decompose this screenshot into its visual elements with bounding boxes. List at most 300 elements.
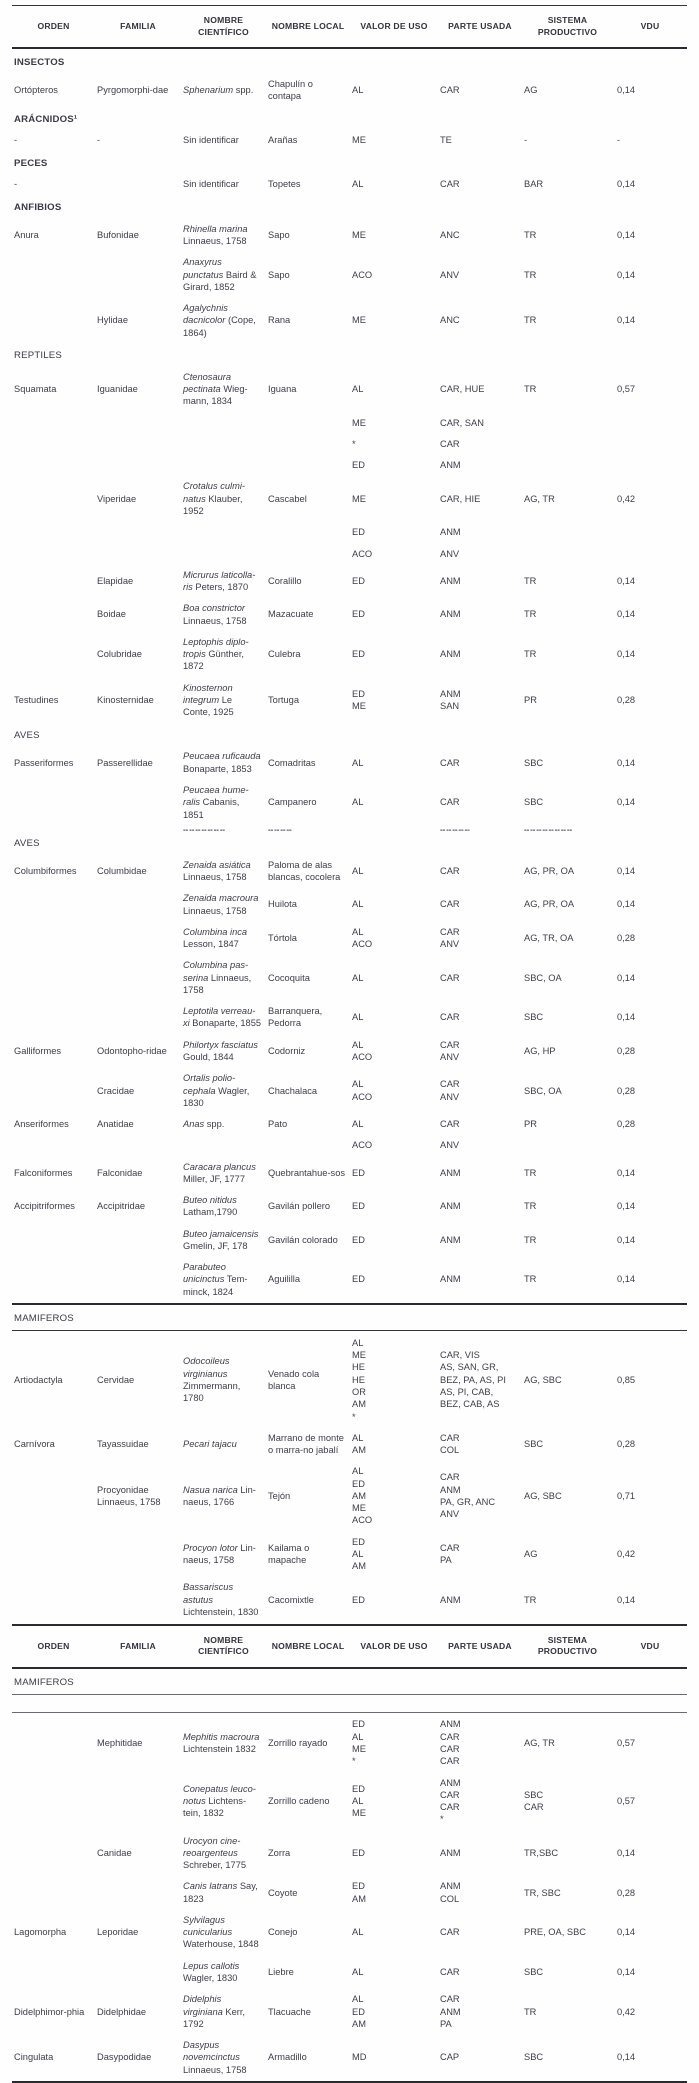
- table-rule: [12, 47, 687, 49]
- cell-line: AM: [352, 1561, 366, 1572]
- cell-orden: Falconiformes: [14, 1167, 73, 1178]
- cell-line: ANM: [440, 1167, 461, 1178]
- cell-line: AL: [352, 1994, 364, 2005]
- scientific-name: Odocoileus virginianus: [183, 1356, 230, 1379]
- cell-line: ED: [352, 575, 365, 586]
- cell-sistema: [522, 1887, 613, 1899]
- cell-line: AL: [352, 972, 364, 983]
- cell-sistema: [522, 575, 613, 587]
- cell-vdu: 0,14: [617, 229, 636, 240]
- cell-line: COL: [440, 1893, 460, 1904]
- cell-line: PA: [440, 1555, 452, 1566]
- cell-local: Tlacuache: [268, 2006, 311, 2017]
- cell-line: BAR: [524, 179, 544, 190]
- cell-vdu: 0,28: [617, 1438, 636, 1449]
- cell-line: CAR: [440, 84, 460, 95]
- cell-line: ANM: [440, 1484, 461, 1495]
- header-row: [12, 7, 687, 46]
- cell-local: Mazacuate: [268, 609, 314, 620]
- cell-line: CAR: [440, 1472, 460, 1483]
- cell-line: ACO: [352, 939, 373, 950]
- scientific-name: Peucaea hume-ralis: [183, 784, 249, 808]
- cell-parte: [438, 1880, 522, 1905]
- cell-sci: Bassariscus astutus Lichtenstein, 1830: [183, 1582, 259, 1617]
- cell-line: AM: [352, 2018, 366, 2029]
- cell-parte: [438, 972, 522, 984]
- cell-parte: [438, 1718, 522, 1767]
- cell-sci: Agalychnis dacnicolor (Cope, 1864): [183, 303, 256, 338]
- cell-parte: [438, 688, 522, 713]
- cell-parte: [438, 134, 522, 146]
- cell-local: Sapo: [268, 229, 290, 240]
- cell-valor: [350, 1465, 438, 1526]
- cell-orden: Columbiformes: [14, 865, 77, 876]
- cell-line: CAR: [440, 926, 460, 937]
- column-header-sistema: SISTEMA PRODUCTIVO: [537, 1634, 598, 1657]
- cell-valor: [350, 1432, 438, 1457]
- cell-valor: [350, 575, 438, 587]
- cell-parte: [438, 493, 522, 505]
- cell-line: ED: [352, 1201, 365, 1212]
- cell-parte: [438, 438, 522, 450]
- cell-local: Cascabel: [268, 493, 307, 504]
- cell-line: AL: [352, 1337, 364, 1348]
- cell-parte: [438, 1966, 522, 1978]
- cell-sci: Sphenarium spp.: [183, 84, 254, 95]
- cell-vdu: 0,57: [617, 1737, 636, 1748]
- cell-familia: Procyonidae Linnaeus, 1758: [97, 1484, 161, 1507]
- cell-line: AL: [352, 757, 364, 768]
- cell-line: AG, PR, OA: [524, 865, 575, 876]
- cell-line: ANM: [440, 649, 461, 660]
- scientific-name: Ortalis polio-cephala: [183, 1073, 236, 1096]
- table-row: [12, 1461, 687, 1531]
- cell-line: ED: [352, 1478, 365, 1489]
- cell-line: ME: [352, 1503, 366, 1514]
- cell-line: AL: [352, 1548, 364, 1559]
- scientific-name: Lepus callotis: [183, 1960, 240, 1971]
- table-rule: [12, 1712, 687, 1713]
- cell-line: ANV: [440, 1140, 460, 1151]
- header-row: [12, 1627, 687, 1666]
- cell-sistema: [522, 1847, 613, 1859]
- cell-valor: [350, 1536, 438, 1573]
- cell-line: SBC: [524, 757, 544, 768]
- cell-line: SBC: [524, 1966, 544, 1977]
- cell-vdu: 0,14: [617, 972, 636, 983]
- cell-local: Venado cola blanca: [268, 1368, 320, 1391]
- cell-familia: Anatidae: [97, 1119, 134, 1130]
- cell-local: Kailama o mapache: [268, 1542, 310, 1566]
- table-row: [12, 522, 687, 543]
- cell-orden: Galliformes: [14, 1045, 62, 1056]
- cell-line: AG, SBC: [524, 1490, 562, 1501]
- cell-valor: [350, 134, 438, 146]
- cell-local: Aguililla: [268, 1274, 301, 1285]
- cell-valor: [350, 2051, 438, 2063]
- cell-valor: [350, 493, 438, 505]
- cell-sistema: [522, 1966, 613, 1978]
- cell-sistema: [522, 932, 613, 944]
- cell-line: ANM: [440, 1594, 461, 1605]
- cell-line: ANV: [440, 939, 460, 950]
- cell-vdu: 0,14: [617, 1966, 636, 1977]
- cell-line: ME: [352, 315, 366, 326]
- cell-parte: [438, 1200, 522, 1212]
- table-row: [12, 1427, 687, 1461]
- cell-familia: Leporidae: [97, 1927, 139, 1938]
- table-row: [12, 1190, 687, 1224]
- cell-line: SBC: [524, 1789, 544, 1800]
- scientific-name: Crotalus culmi-natus: [183, 481, 245, 504]
- scientific-name: Buteo jamaicensis: [183, 1228, 259, 1239]
- table-row: [12, 631, 687, 677]
- cell-line: AG, TR, OA: [524, 932, 574, 943]
- cell-sci: Sin identificar: [183, 179, 239, 190]
- cell-line: AL: [352, 384, 364, 395]
- cell-local: Zorrillo rayado: [268, 1737, 328, 1748]
- cell-line: ED: [352, 1594, 365, 1605]
- cell-parte: [438, 1039, 522, 1064]
- cell-valor: [350, 1880, 438, 1905]
- cell-familia: Accipitridae: [97, 1201, 146, 1212]
- scientific-name: Bassariscus astutus: [183, 1582, 234, 1605]
- cell-line: AM: [352, 1893, 366, 1904]
- cell-orden: Didelphimor-phia: [14, 2006, 85, 2017]
- table-row: [12, 1989, 687, 2035]
- cell-vdu: 0,14: [617, 797, 636, 808]
- cell-valor: [350, 1078, 438, 1103]
- table-row: [12, 955, 687, 1001]
- cell-line: TR: [524, 609, 537, 620]
- cell-line: ME: [352, 229, 366, 240]
- scientific-name: Micrurus laticolla-ris: [183, 569, 256, 593]
- cell-vdu: 0,14: [617, 899, 636, 910]
- scientific-name: Nasua narica: [183, 1484, 238, 1495]
- table-row: [12, 1034, 687, 1068]
- cell-vdu: 0,42: [617, 493, 636, 504]
- table-row: [12, 1135, 687, 1156]
- cell-orden: Anseriformes: [14, 1119, 69, 1130]
- cell-sistema: [522, 1085, 613, 1097]
- cell-local: Zorra: [268, 1847, 291, 1858]
- cell-line: TE: [440, 135, 452, 146]
- cell-line: ANM: [440, 1777, 461, 1788]
- scientific-name: Sylvilagus cunicularius: [183, 1914, 233, 1938]
- cell-vdu: 0,28: [617, 1887, 636, 1898]
- cell-parte: [438, 1167, 522, 1179]
- cell-sistema: [522, 1118, 613, 1130]
- cell-familia: Cracidae: [97, 1085, 135, 1096]
- cell-valor: [350, 178, 438, 190]
- section-label: INSECTOS: [14, 57, 65, 69]
- cell-vdu: 0,14: [617, 179, 636, 190]
- cell-valor: [350, 1273, 438, 1285]
- cell-parte: [438, 608, 522, 620]
- cell-line: TR: [524, 1594, 537, 1605]
- cell-line: CAR: [440, 1743, 460, 1754]
- cell-valor: [350, 383, 438, 395]
- cell-vdu: 0,14: [617, 1234, 636, 1245]
- cell-valor: [350, 1926, 438, 1938]
- cell-line: AL: [352, 1966, 364, 1977]
- cell-vdu: 0,28: [617, 1085, 636, 1096]
- cell-line: ED: [352, 1847, 365, 1858]
- scientific-name: Leptotila verreau-xi: [183, 1006, 256, 1029]
- cell-sistema: [522, 608, 613, 620]
- scientific-name: Parabuteo unicinctus: [183, 1262, 226, 1285]
- cell-line: TR,SBC: [524, 1847, 559, 1858]
- cell-vdu: 0,28: [617, 1119, 636, 1130]
- cell-sci: Kinosternon integrum Le Conte, 1925: [183, 682, 234, 718]
- cell-sistema: [522, 1737, 613, 1749]
- cell-parte: [438, 1234, 522, 1246]
- cell-line: CAR: [440, 757, 460, 768]
- cell-line: ME: [352, 1350, 366, 1361]
- cell-sci: Mephitis macroura Lichtenstein 1832: [183, 1731, 260, 1754]
- cell-vdu: 0,28: [617, 932, 636, 943]
- cell-parte: [438, 1139, 522, 1151]
- table-row: [12, 1114, 687, 1135]
- cell-local: Rana: [268, 315, 291, 326]
- cell-line: CAR: [440, 1731, 460, 1742]
- cell-local: Pato: [268, 1119, 288, 1130]
- cell-parte: [438, 926, 522, 951]
- cell-parte: [438, 1349, 522, 1410]
- cell-sci: Canis latrans Say, 1823: [183, 1881, 258, 1904]
- cell-valor: [350, 648, 438, 660]
- cell-line: MD: [352, 2052, 367, 2063]
- cell-sci: Columbina pas-serina Linnaeus, 1758: [183, 960, 252, 995]
- cell-local: Arañas: [268, 135, 298, 146]
- cell-line: CAR: [440, 797, 460, 808]
- cell-line: ED: [352, 1274, 365, 1285]
- cell-line: PA, GR, ANC: [440, 1497, 496, 1507]
- cell-line: ANV: [440, 1509, 460, 1520]
- cell-sistema: [522, 1011, 613, 1023]
- cell-line: ANV: [440, 1051, 460, 1062]
- cell-local: Cocoquita: [268, 972, 310, 983]
- cell-sistema: [522, 865, 613, 877]
- scientific-name: Agalychnis dacnicolor: [183, 303, 228, 326]
- cell-line: ED: [352, 609, 365, 620]
- cell-line: AG, HP: [524, 1045, 556, 1056]
- cell-line: SBC: [524, 1012, 544, 1023]
- cell-line: CAR: [440, 1789, 460, 1800]
- scientific-name: Didelphis virginiana: [183, 1994, 223, 2017]
- cell-line: AG, SBC: [524, 1374, 562, 1385]
- cell-line: ED: [352, 688, 365, 699]
- cell-valor: [350, 1200, 438, 1212]
- cell-line: ANM: [440, 688, 461, 699]
- cell-sci: Odocoileus virginianus Zimmermann, 1780: [183, 1356, 241, 1404]
- cell-line: SAN: [440, 701, 460, 712]
- cell-line: CAR: [440, 1802, 460, 1813]
- cell-sci: Peucaea hume-ralis Cabanis, 1851: [183, 784, 249, 820]
- cell-valor: [350, 526, 438, 538]
- cell-line: *: [352, 438, 356, 449]
- cell-vdu: 0,14: [617, 757, 636, 768]
- cell-sci: Columbina inca Lesson, 1847: [183, 926, 248, 950]
- cell-valor: [350, 865, 438, 877]
- cell-line: BEZ, CAB, AS: [440, 1399, 500, 1410]
- cell-parte: [438, 84, 522, 96]
- cell-familia: Hylidae: [97, 315, 129, 326]
- cell-line: ME: [352, 417, 366, 428]
- cell-sistema: [522, 1273, 613, 1285]
- column-header-valor: VALOR DE USO: [360, 20, 428, 31]
- cell-line: ED: [352, 527, 365, 538]
- cell-vdu: 0,14: [617, 649, 636, 660]
- cell-vdu: 0,14: [617, 1927, 636, 1938]
- cell-line: AL: [352, 1466, 364, 1477]
- cell-vdu: 0,14: [617, 269, 636, 280]
- cell-parte: [438, 1993, 522, 2030]
- cell-sistema: [522, 1234, 613, 1246]
- cell-vdu: 0,14: [617, 1167, 636, 1178]
- scientific-name: Conepatus leuco-notus: [183, 1783, 256, 1806]
- cell-local: Barranquera, Pedorra: [268, 1006, 323, 1029]
- scientific-name: Urocyon cine-reoargenteus: [183, 1835, 241, 1858]
- cell-line: TR: [524, 1167, 537, 1178]
- table-row: [12, 1001, 687, 1035]
- cell-line: ANM: [440, 527, 461, 538]
- cell-parte: [438, 1594, 522, 1606]
- cell-orden: -: [14, 135, 18, 146]
- cell-line: CAR: [440, 1756, 460, 1767]
- cell-line: TR, SBC: [524, 1887, 561, 1898]
- cell-parte: [438, 2051, 522, 2063]
- cell-sci: Rhinella marina Linnaeus, 1758: [183, 223, 248, 247]
- cell-sistema: [522, 2051, 613, 2063]
- table-row: [12, 174, 687, 195]
- cell-local: Armadillo: [268, 2052, 307, 2063]
- cell-line: AL: [352, 84, 364, 95]
- scientific-name: Columbina pas-serina: [183, 960, 249, 983]
- cell-line: CAR: [440, 899, 460, 910]
- cell-sistema: [522, 134, 613, 146]
- cell-sci: Philortyx fasciatus Gould, 1844: [183, 1039, 258, 1062]
- table-row: [12, 130, 687, 151]
- cell-line: CAR: [440, 438, 460, 449]
- table-gap: [12, 1696, 687, 1711]
- table-rule: [12, 5, 687, 6]
- column-header-sistema: SISTEMA PRODUCTIVO: [537, 15, 598, 37]
- table-rule: [12, 1303, 687, 1305]
- column-header-orden: ORDEN: [37, 20, 70, 31]
- cell-sci: Didelphis virginiana Kerr, 1792: [183, 1994, 246, 2029]
- cell-line: CAR: [440, 1994, 460, 2005]
- cell-parte: [438, 1471, 522, 1520]
- cell-line: AL: [352, 1731, 364, 1742]
- cell-local: Tórtola: [268, 932, 297, 943]
- cell-sci: Boa constrictor Linnaeus, 1758: [183, 603, 247, 626]
- cell-line: AG: [524, 84, 538, 95]
- cell-sci: Leptophis diplo-tropis Günther, 1872: [183, 636, 249, 672]
- cell-parte: [438, 1011, 522, 1023]
- cell-line: CAR: [440, 179, 460, 190]
- cell-line: CAR, VIS: [440, 1350, 480, 1361]
- table-row: [12, 677, 687, 723]
- cell-line: ED: [352, 2006, 365, 2017]
- cell-familia: Colubridae: [97, 649, 142, 660]
- cell-local: Chachalaca: [268, 1085, 318, 1096]
- column-header-parte: PARTE USADA: [448, 20, 512, 31]
- cell-sci: Sylvilagus cunicularius Waterhouse, 1848: [183, 1914, 259, 1950]
- taxonomy-table: [12, 0, 687, 2083]
- cell-sistema: [522, 1374, 613, 1386]
- cell-parte: [438, 383, 522, 395]
- scientific-name: Ctenosaura pectinata: [183, 371, 232, 395]
- cell-sci: Urocyon cine-reoargenteus Schreber, 1775: [183, 1835, 247, 1871]
- cell-line: AL: [352, 1079, 364, 1090]
- cell-familia: -: [97, 135, 101, 146]
- column-header-vdu: VDU: [640, 20, 660, 31]
- cell-line: AG: [524, 1548, 538, 1559]
- cell-line: AL: [352, 1432, 364, 1443]
- cell-sistema: [522, 1438, 613, 1450]
- cell-sistema: [522, 1167, 613, 1179]
- scientific-name: Buteo nitidus: [183, 1195, 237, 1206]
- cell-line: AL: [352, 179, 364, 190]
- cell-sci: Zenaida macroura Linnaeus, 1758: [183, 893, 259, 916]
- cell-line: SBC: [524, 1438, 544, 1449]
- scientific-name: Boa constrictor: [183, 603, 246, 614]
- cell-valor: [350, 314, 438, 326]
- cell-orden: Artiodactyla: [14, 1374, 63, 1385]
- table-row: [12, 746, 687, 780]
- cell-sistema: [522, 2006, 613, 2018]
- cell-sistema: [522, 1594, 613, 1606]
- cell-sistema: [522, 694, 613, 706]
- cell-orden: Ortópteros: [14, 84, 58, 95]
- cell-line: ED: [352, 1234, 365, 1245]
- cell-vdu: 0,14: [617, 1847, 636, 1858]
- cell-line: TR: [524, 649, 537, 660]
- cell-line: COL: [440, 1445, 460, 1456]
- clipped-fragment: ╍╍╍╍╍╍╍╍: [524, 825, 573, 832]
- cell-local: Codorniz: [268, 1045, 306, 1056]
- cell-parte: [438, 648, 522, 660]
- cell-familia: Tayassuidae: [97, 1438, 149, 1449]
- cell-sci: Lepus callotis Wagler, 1830: [183, 1960, 240, 1983]
- cell-sci: Dasypus novemcinctus Linnaeus, 1758: [183, 2040, 247, 2075]
- table-row: [12, 779, 687, 825]
- cell-sci: Ortalis polio-cephala Wagler, 1830: [183, 1073, 250, 1108]
- table-row: [12, 218, 687, 252]
- cell-valor: [350, 608, 438, 620]
- table-row: [12, 298, 687, 344]
- cell-vdu: 0,42: [617, 1548, 636, 1559]
- cell-sci: Conepatus leuco-notus Lichtens-tein, 1832: [183, 1783, 256, 1819]
- cell-line: TR: [524, 384, 537, 395]
- scientific-name: Kinosternon integrum: [183, 682, 233, 705]
- table-row: [12, 1156, 687, 1190]
- cell-vdu: 0,14: [617, 1594, 636, 1605]
- cell-local: Cacomixtle: [268, 1594, 314, 1605]
- cell-line: ACO: [352, 548, 373, 559]
- cell-familia: Pyrgomorphi-dae: [97, 84, 169, 95]
- cell-line: CAR: [440, 1012, 460, 1023]
- cell-line: TR: [524, 269, 537, 280]
- cell-line: AL: [352, 1012, 364, 1023]
- cell-line: TR: [524, 1234, 537, 1245]
- cell-line: AL: [352, 1927, 364, 1938]
- cell-valor: [350, 1783, 438, 1820]
- cell-parte: [438, 1273, 522, 1285]
- cell-line: -: [524, 135, 528, 146]
- cell-parte: [438, 575, 522, 587]
